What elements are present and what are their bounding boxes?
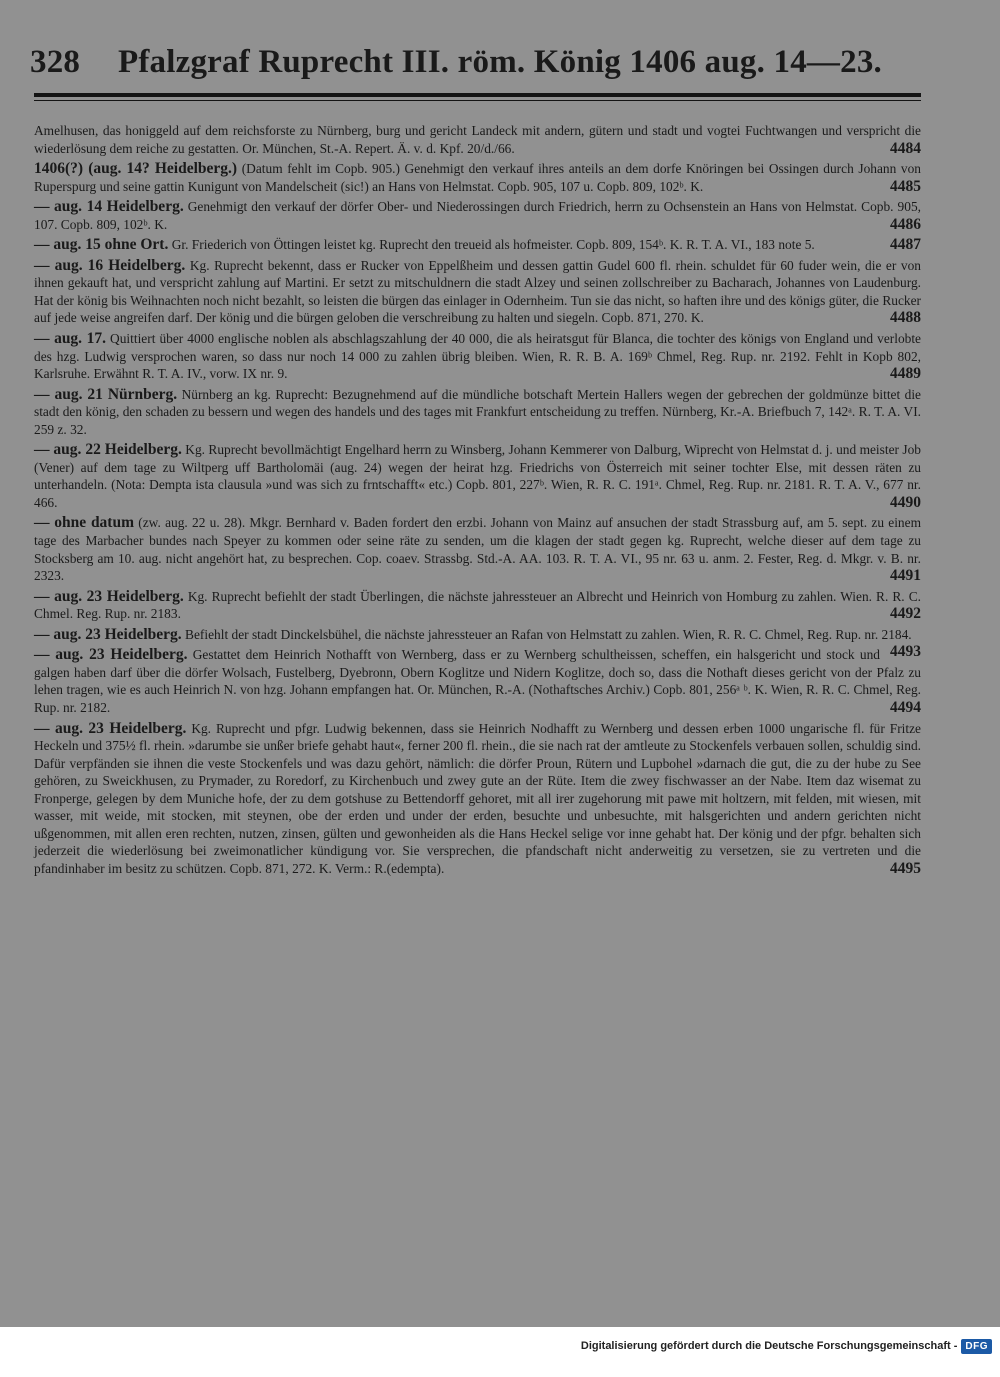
entry-date-place: — aug. 17. bbox=[34, 330, 106, 348]
regest-entry bbox=[34, 257, 921, 327]
regest-entry bbox=[34, 588, 921, 623]
regest-entry bbox=[34, 236, 921, 254]
header-rule-thick bbox=[34, 93, 921, 97]
entry-date-place: — ohne datum bbox=[34, 514, 135, 532]
entry-text: Quittiert über 4000 englische noblen als abschlagszahlung der 40 000, die als heiratsgut für Blanca, die tochter des königs von England und verlobte des hzg. Ludwig versprochen waren, so dass nur noch 14 000 zu zahlen übrig bleiben. Wien, R. R. B. A. 169ᵇ Chmel, Reg. Rup. nr. 2192. Fehlt in Kopb 802, Karlsruhe. Erwähnt R. T. A. IV., vorw. IX nr. 9. bbox=[34, 331, 921, 382]
footer bbox=[581, 1336, 992, 1356]
entry-text: Gr. Friederich von Öttingen leistet kg. Ruprecht den treueid als hofmeister. Copb. 809, 154ᵇ. K. R. T. A. VI., 183 note 5. bbox=[171, 237, 815, 253]
entry-date-place: — aug. 22 Heidelberg. bbox=[34, 441, 182, 459]
regest-entry bbox=[34, 441, 921, 511]
entry-text: Gestattet dem Heinrich Nothafft von Wernberg, dass er zu Wernberg schultheissen, scheffen, ein halsgericht und stock und galgen haben darf über die dörfer Wolsach, Fustelberg, Dyebronn, Obern Koglitze und Nidern Koglitze, doch so, dass die Nothaft dieses gericht von der Pfalz zu lehen tragen, wie es auch Heinrich N. von hzg. Johann empfangen hat. Or. München, R.-A. (Nothaftsches Archiv.) Copb. 801, 256ᵃ ᵇ. K. Wien, R. R. C. Chmel, Reg. Rup. nr. 2182. bbox=[34, 647, 921, 715]
entry-number: 4493 bbox=[890, 643, 921, 661]
entry-number: 4488 bbox=[890, 309, 921, 327]
regesta-entries bbox=[34, 122, 921, 880]
entry-date-place: — aug. 23 Heidelberg. bbox=[34, 587, 184, 605]
entry-text: (zw. aug. 22 u. 28). Mkgr. Bernhard v. Baden fordert den erzbi. Johann von Mainz auf ansuchen der stadt Strassburg auf, am 5. sept. zu einem tage des Marbacher bundes nach Speyer zu kommen oder seine räte zu senden, um die klagen der stadt gegen kg. Ruprecht, welche dieser auf dem tage zu Stocksberg am 10. aug. nicht angehört hat, zu besprechen. Cop. coaev. Strassbg. Std.-A. AA. 103. R. T. A. VI., 95 nr. 63 u. anm. 2. Fester, Reg. d. Mkgr. v. B. nr. 2323. bbox=[34, 515, 921, 584]
page-number: 328 bbox=[30, 44, 81, 80]
footer-text: Digitalisierung gefördert durch die Deutsche Forschungsgemeinschaft - bbox=[580, 1340, 958, 1352]
entry-text: Kg. Ruprecht befiehlt der stadt Überlingen, die nächste jahressteuer an Albrecht und Heinrich von Homburg zu zahlen. Wien. R. R. C. Chmel. Reg. Rup. nr. 2183. bbox=[34, 588, 921, 622]
regest-entry bbox=[34, 720, 921, 878]
entry-number: 4495 bbox=[890, 859, 921, 877]
entry-text: Genehmigt den verkauf der dörfer Ober- und Niederossingen durch Friedrich, herrn zu Ochsenstein an Hans von Helmstat. Copb. 905, 107. Copb. 809, 102ᵇ. K. bbox=[34, 199, 921, 232]
entry-date-place: — aug. 14 Heidelberg. bbox=[34, 198, 184, 216]
entry-date-place: — aug. 16 Heidelberg. bbox=[34, 256, 186, 274]
entry-date-place: 1406(?) (aug. 14? Heidelberg.) bbox=[34, 160, 238, 178]
entry-text: Amelhusen, das honiggeld auf dem reichsforste zu Nürnberg, burg und gericht Landeck mit andern, gütern und stadt und vogtei Fuchtwangen und verspricht die wiederlösung dem reiche zu gestatten. Or. München, St.-A. Repert. Ä. v. d. Kpf. 20/d./66. bbox=[34, 123, 921, 156]
regest-entry bbox=[34, 514, 921, 584]
entry-number: 4484 bbox=[890, 139, 921, 157]
entry-number: 4489 bbox=[890, 365, 921, 383]
regest-entry bbox=[34, 646, 921, 716]
entry-date-place: — aug. 15 ohne Ort. bbox=[34, 236, 169, 254]
entry-number: 4490 bbox=[890, 493, 921, 511]
regest-entry bbox=[34, 198, 921, 233]
entry-text: Befiehlt der stadt Dinckelsbühel, die nächste jahressteuer an Rafan von Helmstatt zu zahlen. Wien, R. R. C. Chmel, Reg. Rup. nr. 2184. bbox=[185, 626, 912, 642]
entry-date-place: — aug. 23 Heidelberg. bbox=[34, 719, 187, 737]
regest-entry bbox=[34, 386, 921, 439]
entry-number: 4486 bbox=[890, 215, 921, 233]
entry-text: Kg. Ruprecht bekennt, dass er Rucker von Eppelßheim und dessen gattin Gudel 600 fl. rhein. schuldet für 60 fuder wein, die er von ihnen gekauft hat, und verspricht zahlung auf Martini. Er setzt zu mitschuldnern die stadt Alzey und seinen zollschreiber zu Bacharach, Johannes von Laudenburg. Hat der könig bis Weihnachten noch nicht bezahlt, so leisten die bürgen das einlager in Odernheim. Tun sie das nicht, so haften ihre und des königs güter, die Rucker auf jede weise angreifen darf. Der könig und die bürgen geloben die verschreibung zu halten und siegeln. Copb. 871, 270. K. bbox=[34, 257, 921, 326]
entry-date-place: — aug. 21 Nürnberg. bbox=[34, 385, 178, 403]
regest-entry bbox=[34, 160, 921, 195]
entry-number: 4487 bbox=[890, 236, 921, 254]
regest-entry bbox=[34, 330, 921, 383]
entry-text: Nürnberg an kg. Ruprecht: Bezugnehmend auf die mündliche botschaft Mertein Hallers wegen der gebrechen der goldmünze bittet die stadt den könig, den schaden zu bessern und wegen des handels und des tages mit Frankfurt entscheidung zu treffen. Nürnberg, Kr.-A. Briefbuch 7, 142ᵃ. R. T. A. VI. 259 z. 32. bbox=[34, 386, 921, 437]
page-title: Pfalzgraf Ruprecht III. röm. König 1406 aug. 14—23. bbox=[118, 44, 882, 80]
entry-number: 4494 bbox=[890, 698, 921, 716]
entry-date-place: — aug. 23 Heidelberg. bbox=[34, 625, 182, 643]
entry-text: Kg. Ruprecht und pfgr. Ludwig bekennen, dass sie Heinrich Nodhafft zu Wernberg und dessen erben 1000 ungarische fl. für Fritze Heckeln und 375½ fl. rhein. »darumbe sie unßer briefe gehabt haut«, ferner 200 fl. rhein., die sie nach rat der amtleute zu Stockenfels verbauen sollen, schuldig sind. Dafür verpfänden sie ihnen die veste Stockenfels und was dazu gehört, nämlich: die dörfer Proun, Rütern und Lupbohel »darnach die gut, die zu der hube zu See gehören, zu Sweickhusen, zu Prymader, zu Roredorf, zu Kirchenbuch und zwey gute an der Rüte. Item die zwey fischwasser an der Nabe. Item daz wisemat zu Fronperge, gelegen by dem Muniche hofe, der zu dem gotshuse zu Bettendorff gehoret, mit all irer zugehorung mit pawe mit holtzern, mit felden, mit wiesen, mit wasser, mit weide, mit stocken, mit steynen, obe der erden und under der erden, besuchte und unbesuchte, mit halsgerichten und andern gerichten nicht ußgenommen, mit allen eren rechten, nutzen, zinsen, gülten und gewonheiden als die Hans Heckel selige vor inne gehabt hat. Der könig und der pfgr. behalten sich jederzeit die wiederlösung bei zweimonatlicher kündigung vor. Sie versprechen, die pfandschaft nicht anderweitig zu versetzen, sie zu vertreten und die pfandinhaber im besitz zu schützen. Copb. 871, 272. K. Verm.: R.(edempta). bbox=[34, 720, 921, 876]
regest-entry bbox=[34, 625, 921, 661]
header-rule-thin bbox=[34, 100, 921, 101]
entry-text: Kg. Ruprecht bevollmächtigt Engelhard herrn zu Winsberg, Johann Kemmerer von Dalburg, Wiprecht von Helmstat d. j. und meister Job (Vener) auf dem tage zu Wiltperg uff Bartholomäi (aug. 24) wegen der heirat hzg. Friedrichs von Österreich mit seiner tochter Else, mit dessen räten zu unterhandeln. (Nota: Dempta ista clausula »und was sich zu frntschafft« etc.) Copb. 801, 227ᵇ. Wien, R. R. C. 191ᵃ. Chmel, Reg. Rup. nr. 2181. R. T. A. V., 677 nr. 466. bbox=[34, 442, 921, 510]
page-header bbox=[30, 40, 930, 90]
entry-number: 4491 bbox=[890, 567, 921, 585]
regest-entry bbox=[34, 122, 921, 157]
entry-number: 4492 bbox=[890, 605, 921, 623]
entry-number: 4485 bbox=[890, 177, 921, 195]
dfg-logo: DFG bbox=[961, 1339, 992, 1354]
entry-text: (Datum fehlt im Copb. 905.) Genehmigt den verkauf ihres anteils an dem dorfe Knöringen bei Ossingen durch Johann von Ruperspurg und seine gattin Kunigunt von Mandelscheit (sic!) an Hans von Helmstat. Copb. 905, 107 u. Copb. 809, 102ᵇ. K. bbox=[34, 161, 921, 194]
entry-date-place: — aug. 23 Heidelberg. bbox=[34, 646, 188, 664]
